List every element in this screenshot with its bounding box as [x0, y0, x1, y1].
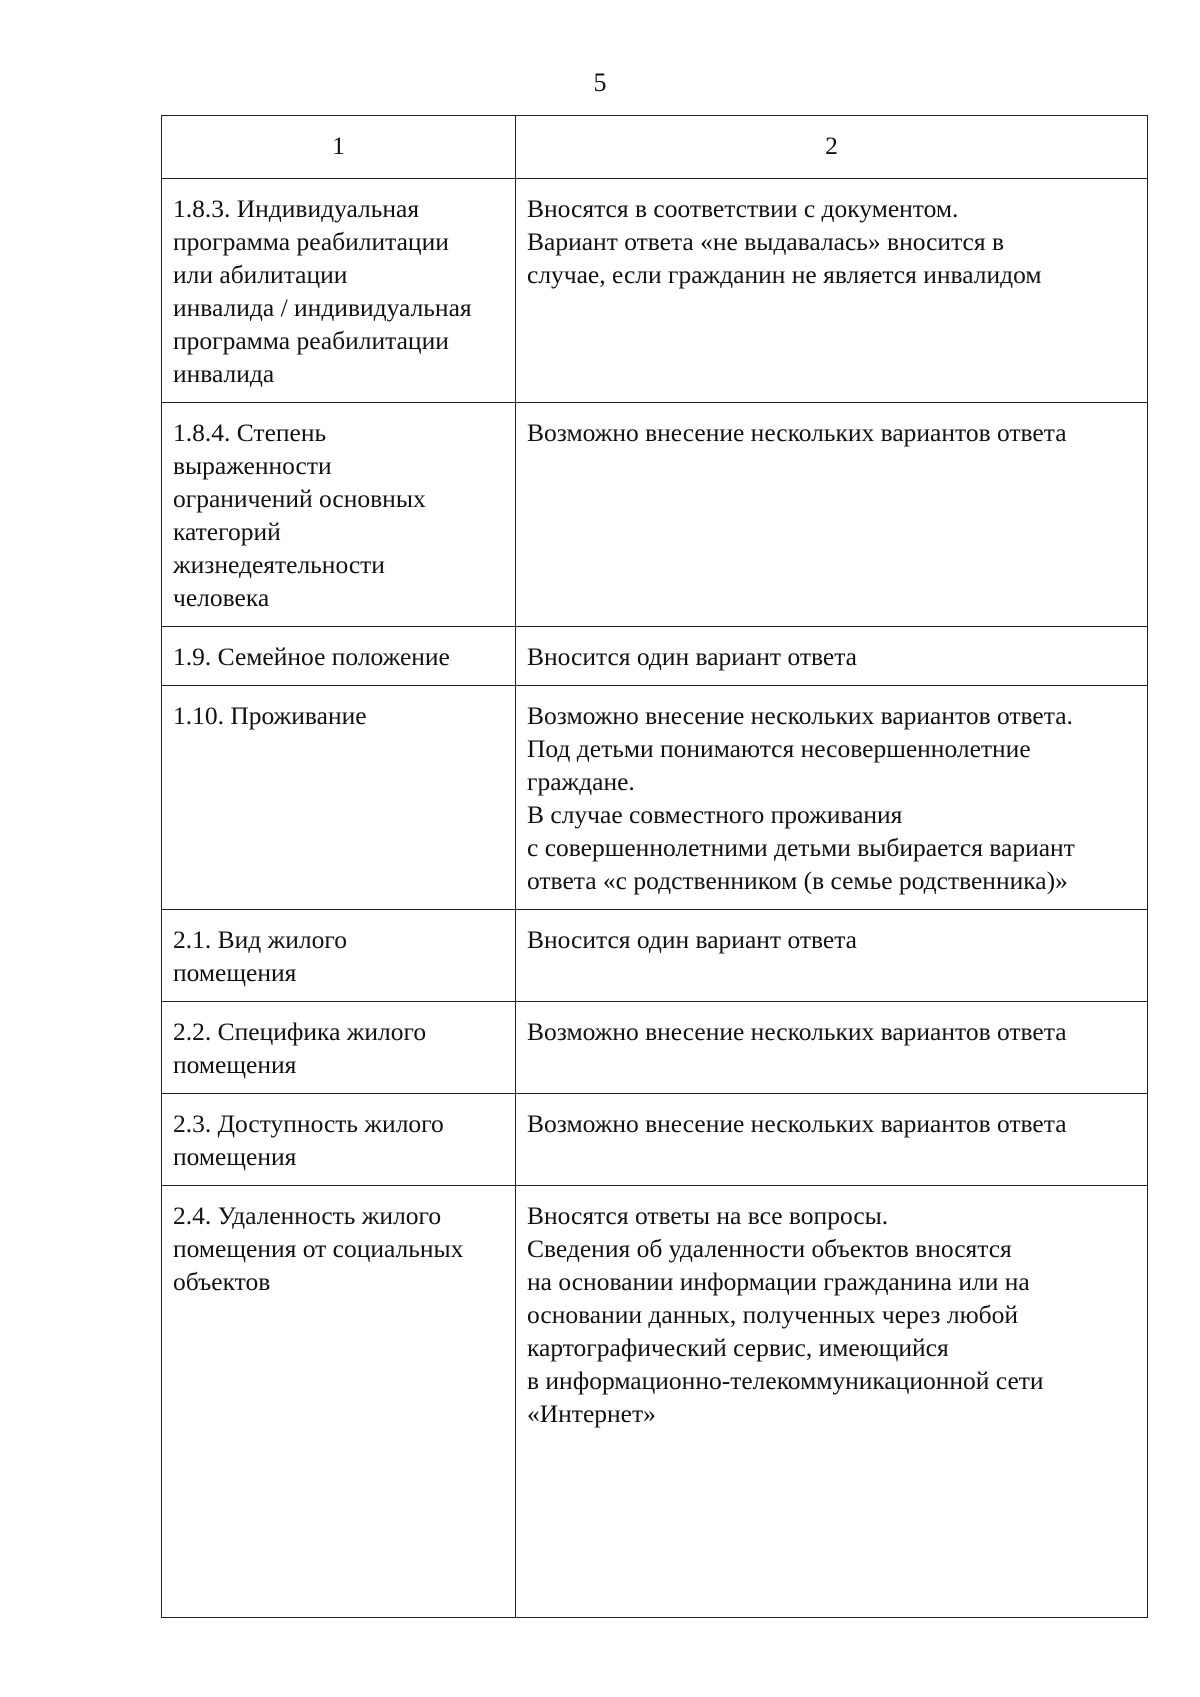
table-header-row	[162, 116, 1148, 179]
row-note-cell: Возможно внесение нескольких вариантов ответа	[516, 1094, 1148, 1186]
column-header-2: 2	[516, 116, 1148, 179]
row-item-cell: 1.8.4. Степень выраженности ограничений основных категорий жизнедеятельности человека	[162, 403, 516, 627]
row-item-cell: 2.3. Доступность жилого помещения	[162, 1094, 516, 1186]
table-row	[162, 1002, 1148, 1094]
row-item-cell: 2.2. Специфика жилого помещения	[162, 1002, 516, 1094]
table-row	[162, 403, 1148, 627]
page-number: 5	[593, 68, 607, 97]
row-note-cell: Вносятся ответы на все вопросы. Сведения об удаленности объектов вносятся на основании информации гражданина или на основании данных, полученных через любой картографический сервис, имеющийся в информационно-телекоммуникационной сети «Интернет»	[516, 1186, 1148, 1618]
column-header-1: 1	[162, 116, 516, 179]
table-row	[162, 179, 1148, 403]
row-note-cell: Возможно внесение нескольких вариантов ответа. Под детьми понимаются несовершеннолетние граждане. В случае совместного проживания с совершеннолетними детьми выбирается вариант ответа «с родственником (в семье родственника)»	[516, 686, 1148, 910]
table-row	[162, 910, 1148, 1002]
table-row	[162, 1094, 1148, 1186]
row-note-cell: Возможно внесение нескольких вариантов ответа	[516, 1002, 1148, 1094]
row-item-cell: 1.8.3. Индивидуальная программа реабилитации или абилитации инвалида / индивидуальная программа реабилитации инвалида	[162, 179, 516, 403]
row-note-cell: Вносятся в соответствии с документом. Вариант ответа «не выдавалась» вносится в случае, если гражданин не является инвалидом	[516, 179, 1148, 403]
row-item-cell: 1.9. Семейное положение	[162, 627, 516, 686]
row-item-cell: 2.1. Вид жилого помещения	[162, 910, 516, 1002]
row-item-cell: 1.10. Проживание	[162, 686, 516, 910]
row-note-cell: Вносится один вариант ответа	[516, 627, 1148, 686]
row-note-cell: Вносится один вариант ответа	[516, 910, 1148, 1002]
instruction-table	[161, 115, 1148, 1618]
table-row	[162, 627, 1148, 686]
row-item-cell: 2.4. Удаленность жилого помещения от социальных объектов	[162, 1186, 516, 1618]
row-note-cell: Возможно внесение нескольких вариантов ответа	[516, 403, 1148, 627]
table-row	[162, 686, 1148, 910]
table-row	[162, 1186, 1148, 1618]
